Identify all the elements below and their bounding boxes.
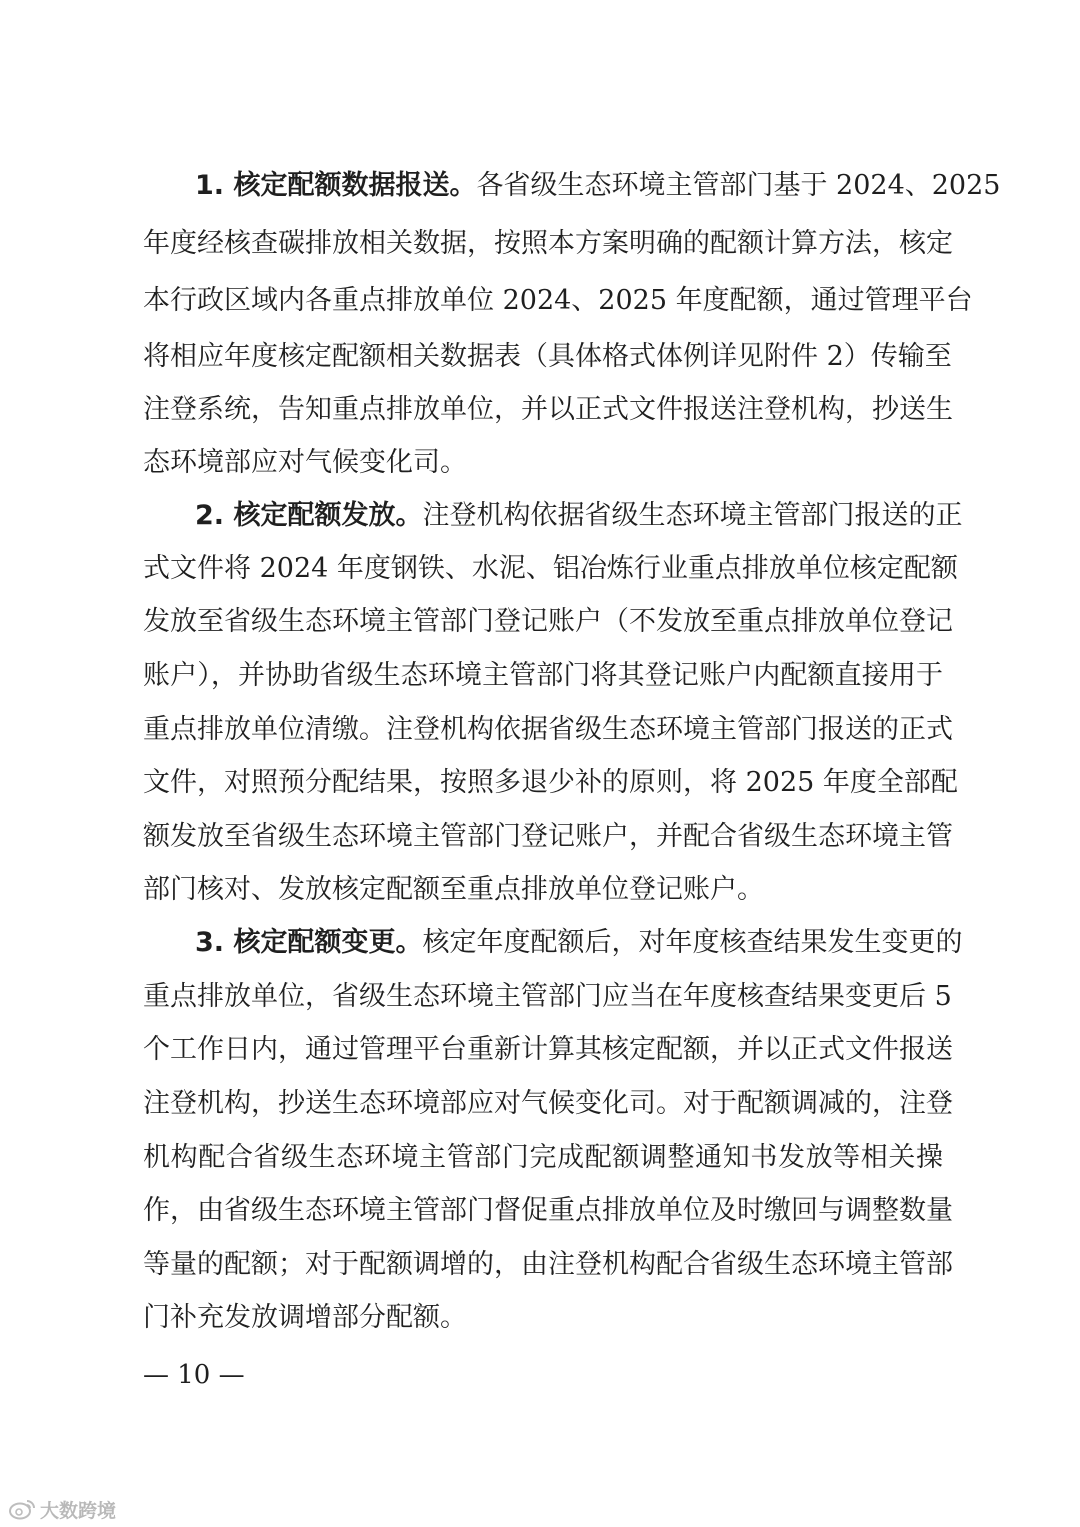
weibo-icon (8, 1498, 36, 1520)
paragraph-3-line-7: 等量的配额；对于配额调增的，由注登机构配合省级生态环境主管部 (143, 1249, 953, 1280)
paragraph-3-line-3: 个工作日内，通过管理平台重新计算其核定配额，并以正式文件报送 (143, 1034, 953, 1065)
paragraph-1-text: 各省级生态环境主管部门基于 2024、2025 (476, 170, 1001, 201)
paragraph-1-line-3: 本行政区域内各重点排放单位 2024、2025 年度配额，通过管理平台 (143, 285, 973, 316)
watermark (8, 1496, 116, 1522)
paragraph-2-line-2: 式文件将 2024 年度钢铁、水泥、铝冶炼行业重点排放单位核定配额 (143, 553, 958, 584)
paragraph-2-heading: 2. 核定配额发放。 (195, 500, 423, 531)
paragraph-2-line-8: 部门核对、发放核定配额至重点排放单位登记账户。 (143, 874, 764, 905)
paragraph-3-heading: 3. 核定配额变更。 (195, 927, 423, 958)
paragraph-1-line-6: 态环境部应对气候变化司。 (143, 447, 467, 478)
paragraph-2-line-3: 发放至省级生态环境主管部门登记账户（不发放至重点排放单位登记 (143, 606, 953, 637)
paragraph-2-line-5: 重点排放单位清缴。注登机构依据省级生态环境主管部门报送的正式 (143, 714, 953, 745)
paragraph-2-line-1 (195, 499, 963, 533)
paragraph-1-heading: 1. 核定配额数据报送。 (195, 170, 477, 201)
paragraph-1-line-2: 年度经核查碳排放相关数据，按照本方案明确的配额计算方法，核定 (143, 228, 953, 259)
paragraph-3-text: 核定年度配额后，对年度核查结果发生变更的 (422, 927, 963, 958)
paragraph-1-line-1 (195, 169, 1001, 203)
paragraph-3-line-8: 门补充发放调增部分配额。 (143, 1302, 467, 1333)
paragraph-2-line-6: 文件，对照预分配结果，按照多退少补的原则，将 2025 年度全部配 (143, 767, 958, 798)
watermark-text: 大数跨境 (40, 1499, 117, 1522)
paragraph-3-line-2: 重点排放单位，省级生态环境主管部门应当在年度核查结果变更后 5 (143, 981, 952, 1012)
paragraph-2-line-7: 额发放至省级生态环境主管部门登记账户，并配合省级生态环境主管 (143, 821, 953, 852)
paragraph-2-line-4: 账户），并协助省级生态环境主管部门将其登记账户内配额直接用于 (143, 660, 943, 691)
paragraph-2-text: 注登机构依据省级生态环境主管部门报送的正 (422, 500, 963, 531)
paragraph-3-line-6: 作，由省级生态环境主管部门督促重点排放单位及时缴回与调整数量 (143, 1195, 953, 1226)
paragraph-3-line-4: 注登机构，抄送生态环境部应对气候变化司。对于配额调减的，注登 (143, 1088, 953, 1119)
paragraph-1-line-5: 注登系统，告知重点排放单位，并以正式文件报送注登机构，抄送生 (143, 394, 953, 425)
paragraph-3-line-5: 机构配合省级生态环境主管部门完成配额调整通知书发放等相关操 (143, 1142, 943, 1173)
page-number: — 10 — (143, 1360, 245, 1390)
paragraph-1-line-4: 将相应年度核定配额相关数据表（具体格式体例详见附件 2）传输至 (143, 341, 952, 372)
paragraph-3-line-1 (195, 926, 963, 960)
